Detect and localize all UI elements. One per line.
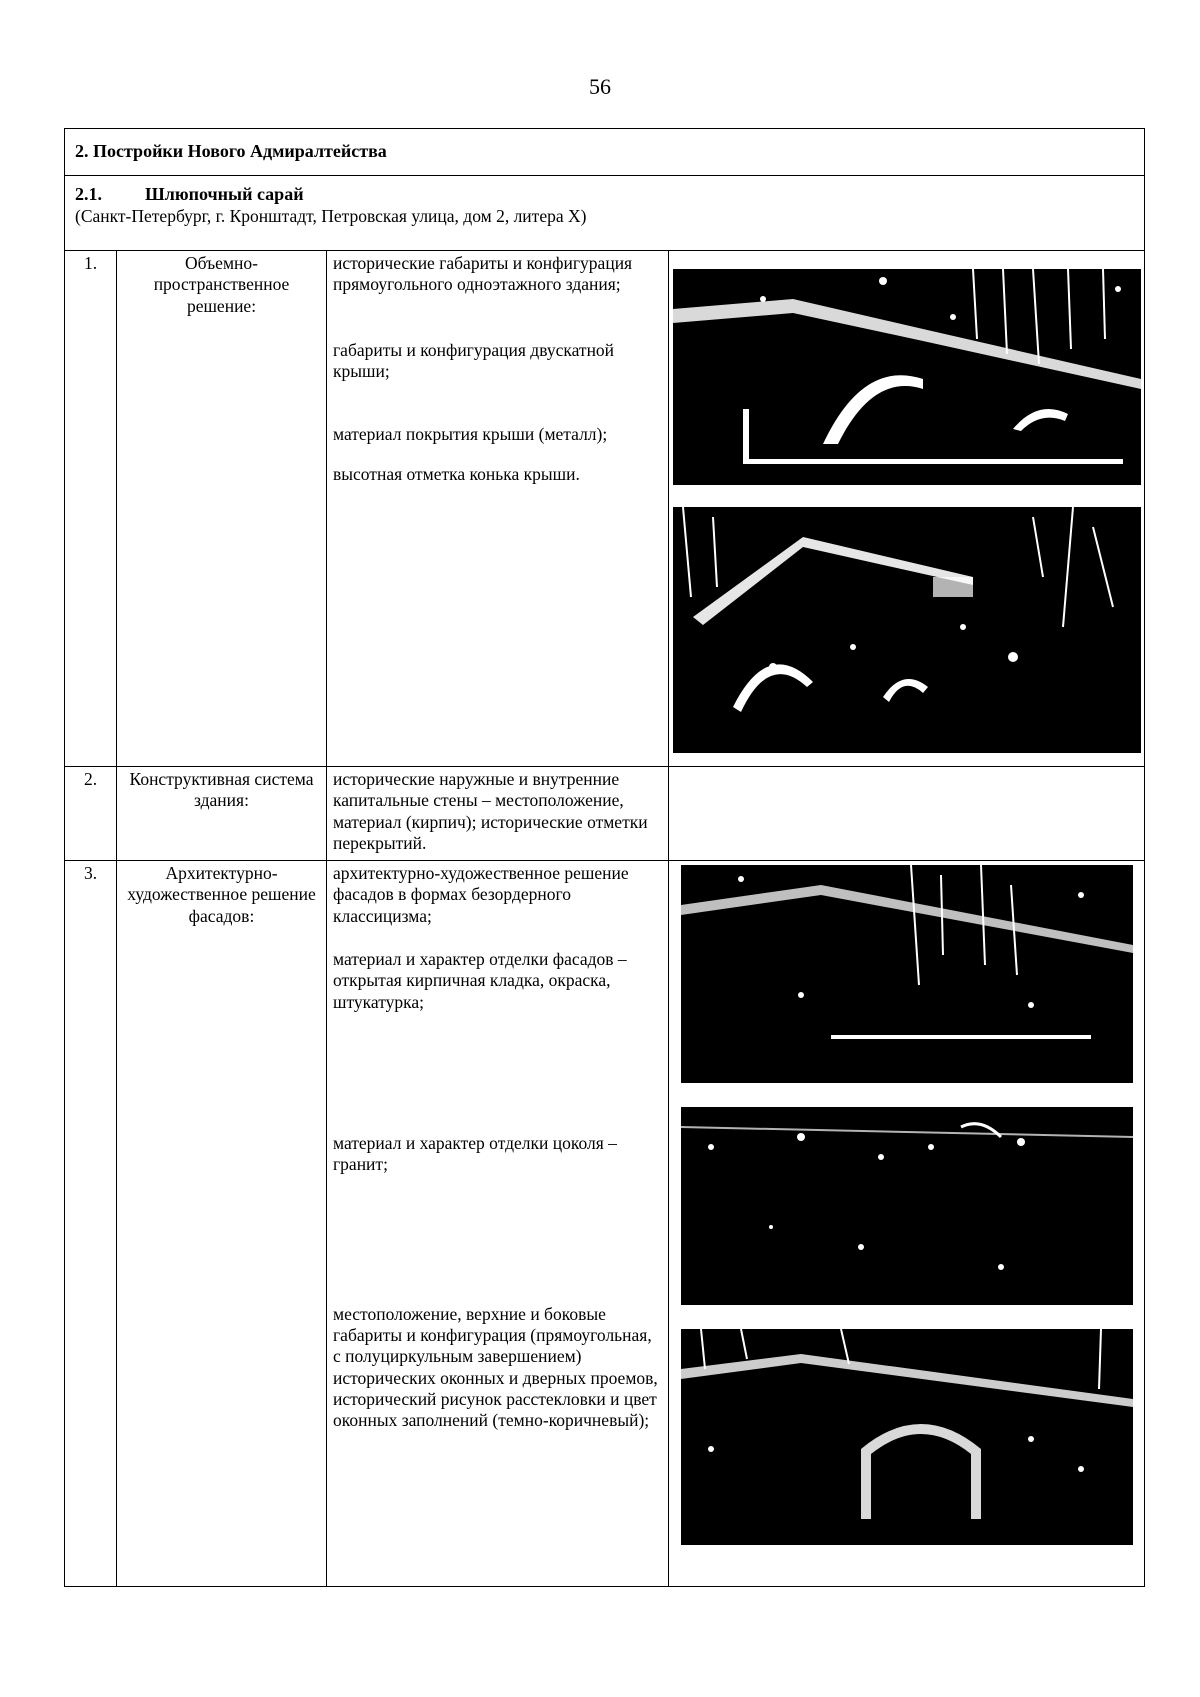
building-photo — [673, 507, 1141, 753]
description-item: высотная отметка конька крыши. — [333, 463, 580, 484]
table-row — [65, 861, 1145, 1587]
row-number: 1. — [65, 251, 117, 767]
subsection-address: (Санкт-Петербург, г. Кронштадт, Петровская улица, дом 2, литера Х) — [75, 205, 587, 226]
table-row — [65, 251, 1145, 767]
description-item: исторические габариты и конфигурация прямоугольного одноэтажного здания; — [333, 253, 633, 295]
subsection-header — [65, 176, 1145, 251]
table-row — [65, 767, 1145, 861]
row-element-name: Конструктивная система здания: — [117, 767, 327, 861]
description-item: материал и характер отделки фасадов – открытая кирпичная кладка, окраска, штукатурка; — [333, 949, 627, 1012]
row-number: 2. — [65, 767, 117, 861]
subsection-title: Шлюпочный сарай — [145, 184, 304, 204]
row-photos — [669, 251, 1145, 767]
building-photo — [681, 865, 1133, 1083]
subsection-number: 2.1. — [75, 184, 102, 204]
row-description — [327, 767, 669, 861]
subsection-title-line — [75, 184, 1134, 206]
page-number: 56 — [589, 74, 611, 99]
row-element-name: Объемно-пространственное решение: — [117, 251, 327, 767]
row-photos — [669, 767, 1145, 861]
description-item: местоположение, верхние и боковые габариты и конфигурация (прямоугольная, с полуциркульным завершением) исторических оконных и дверных проемов, исторический рисунок расстекловки и цвет оконных заполнений (темно-коричневый); — [333, 1303, 658, 1431]
row-number: 3. — [65, 861, 117, 1587]
description-item: архитектурно-художественное решение фасадов в формах безордерного классицизма; — [333, 863, 629, 926]
section-header-row — [65, 129, 1145, 176]
row-element-name: Архитектурно-художественное решение фасадов: — [117, 861, 327, 1587]
row-photos — [669, 861, 1145, 1587]
description-item: материал и характер отделки цоколя – гранит; — [333, 1133, 617, 1175]
building-photo — [681, 1329, 1133, 1545]
description-item: габариты и конфигурация двускатной крыши; — [333, 339, 615, 382]
description-item: материал покрытия крыши (металл); — [333, 424, 608, 445]
description-item: исторические наружные и внутренние капитальные стены – местоположение, материал (кирпич); исторические отметки перекрытий. — [333, 769, 648, 854]
row-description — [327, 861, 669, 1587]
subsection-header-row — [65, 176, 1145, 251]
building-photo — [681, 1107, 1133, 1305]
building-photo — [673, 269, 1141, 485]
monument-subject-table — [64, 128, 1145, 1587]
row-description — [327, 251, 669, 767]
section-title: 2. Постройки Нового Адмиралтейства — [65, 129, 1145, 176]
